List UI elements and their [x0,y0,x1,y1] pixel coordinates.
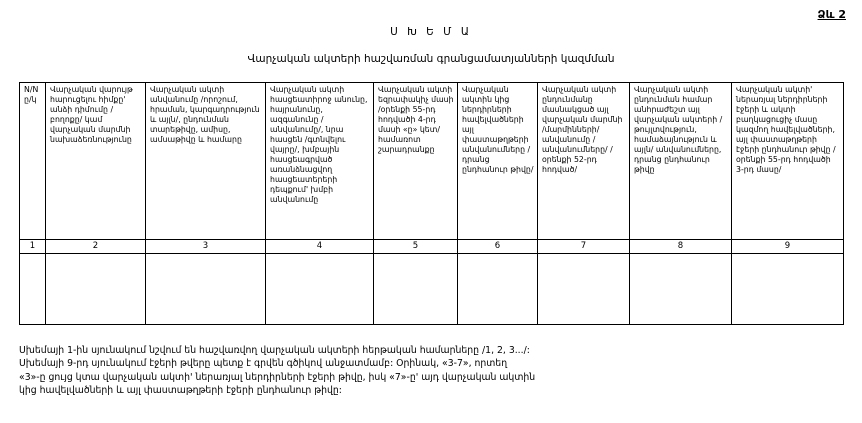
empty-cell-4 [266,254,374,325]
col-number-1: 1 [20,240,46,254]
empty-cell-5 [374,254,458,325]
empty-cell-6 [458,254,538,325]
empty-entry-row [20,254,844,325]
col-number-7: 7 [538,240,630,254]
col-number-6: 6 [458,240,538,254]
footnote-line-1: Սխեմայի 1-ին սյունակում նշվում են հաշվառվող վարչական ակտերի հերթական համարները /1, 2, 3.../: [19,345,530,356]
col-number-5: 5 [374,240,458,254]
col-number-2: 2 [46,240,146,254]
footnote-line-2: Սխեմայի 9-րդ սյունակում էջերի թվերը պետք է գրվեն գծիկով անջատմամբ: Օրինակ, «3-7», որտեղ [19,358,508,370]
col-header-6: Վարչական ակտին կից ներդիրների հավելվածների այլ փաստաթղթերի անվանումները /դրանց ընդհանուր թիվը/ [458,83,538,240]
col-header-2: Վարչական վարույթ հարուցելու հիմքը' անձի դիմումը /բողոքը/ կամ վարչական մարմնի նախաձեռնությունը [46,83,146,240]
col-header-5: Վարչական ակտի եզրափակիչ մասի /օրենքի 55-րդ հոդվածի 4-րդ մասի «ը» կետ/ համառոտ շարադրանքը [374,83,458,240]
document-title: Ս Խ Ե Մ Ա [390,26,472,38]
column-number-row [20,240,844,254]
col-number-4: 4 [266,240,374,254]
empty-cell-2 [46,254,146,325]
col-header-8: Վարչական ակտի ընդունման համար անհրաժեշտ այլ վարչական ակտերի /թույլտվություն, համաձայնություն և այլն/ անվանումները, դրանց ընդհանուր թիվը [630,83,732,240]
col-header-1: N/N ը/կ [20,83,46,240]
col-number-3: 3 [146,240,266,254]
footnote-line-3: «3»-ը ցույց կտա վարչական ակտի' ներառյալ ներդիրների էջերի թիվը, իսկ «7»-ը' այդ վարչական ակտին [19,371,536,383]
col-header-4: Վարչական ակտի հասցեատիրոջ անունը, հայրանունը, ազգանունը /անվանումը/, նրա հասցեն /գտնվելու վայրը/, խմբային հասցեագրված առանձնացվող հասցեատերերի դեպքում' խմբի անվանումը [266,83,374,240]
empty-cell-7 [538,254,630,325]
col-header-9: Վարչական ակտի' ներառյալ ներդիրների էջերի և ակտի բաղկացուցիչ մասը կազմող հավելվածների, այլ փաստաթղթերի էջերի ընդհանուր թիվը /օրենքի 55-րդ հոդվածի 3-րդ մասը/ [732,83,844,240]
empty-cell-9 [732,254,844,325]
col-number-9: 9 [732,240,844,254]
footnote-line-4: կից հավելվածների և այլ փաստաթղթերի էջերի ընդհանուր թիվը: [19,385,342,397]
empty-cell-3 [146,254,266,325]
col-number-8: 8 [630,240,732,254]
empty-cell-1 [20,254,46,325]
col-header-7: Վարչական ակտի ընդունմանը մասնակցած այլ վարչական մարմնի /մարմինների/ անվանումը /անվանումները/ /օրենքի 52-րդ հոդված/ [538,83,630,240]
registry-table [19,82,844,325]
document-subtitle: Վարչական ակտերի հաշվառման գրանցամատյանների կազմման [247,53,615,65]
form-number-label: Ձև 2 [817,8,846,21]
footnotes-block [19,344,719,398]
col-header-3: Վարչական ակտի անվանումը /որոշում, հրաման, կարգադրություն և այլն/, ընդունման տարեթիվը, ամիսը, ամսաթիվը և համարը [146,83,266,240]
table-header-row [20,83,844,240]
empty-cell-8 [630,254,732,325]
